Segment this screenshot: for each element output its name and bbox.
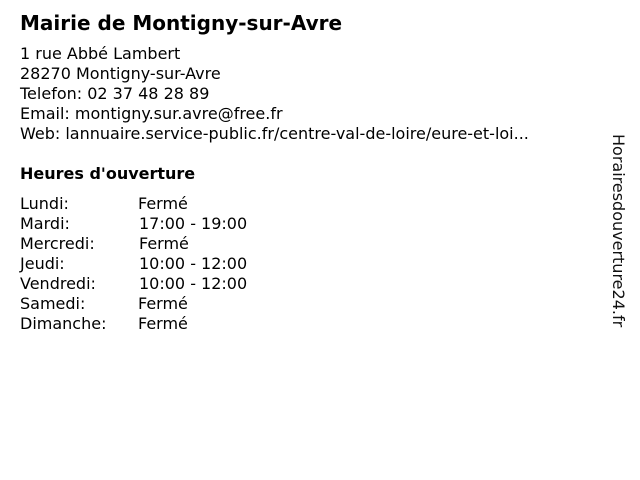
day-label: Mardi: — [20, 214, 70, 233]
day-hours: 10:00 - 12:00 — [139, 274, 248, 293]
postal-city: 28270 Montigny-sur-Avre — [20, 64, 221, 83]
day-label: Mercredi: — [20, 234, 95, 253]
day-label: Dimanche: — [20, 314, 107, 333]
site-watermark: Horairesdouverture24.fr — [609, 134, 628, 328]
day-label: Vendredi: — [20, 274, 96, 293]
day-hours: 10:00 - 12:00 — [139, 254, 248, 273]
day-hours: Fermé — [138, 314, 188, 333]
day-label: Jeudi: — [20, 254, 65, 273]
website-url: Web: lannuaire.service-public.fr/centre-val-de-loire/eure-et-loi... — [20, 124, 529, 143]
day-hours: Fermé — [139, 234, 189, 253]
phone-number: Telefon: 02 37 48 28 89 — [20, 84, 210, 103]
contact-block — [20, 44, 529, 144]
day-hours: Fermé — [138, 194, 188, 213]
street-address: 1 rue Abbé Lambert — [20, 44, 181, 63]
opening-hours-heading: Heures d'ouverture — [20, 164, 196, 183]
day-label: Samedi: — [20, 294, 86, 313]
email-address: Email: montigny.sur.avre@free.fr — [20, 104, 283, 123]
day-label: Lundi: — [20, 194, 69, 213]
day-hours: Fermé — [138, 294, 188, 313]
day-hours: 17:00 - 19:00 — [139, 214, 248, 233]
business-name: Mairie de Montigny-sur-Avre — [20, 11, 343, 35]
